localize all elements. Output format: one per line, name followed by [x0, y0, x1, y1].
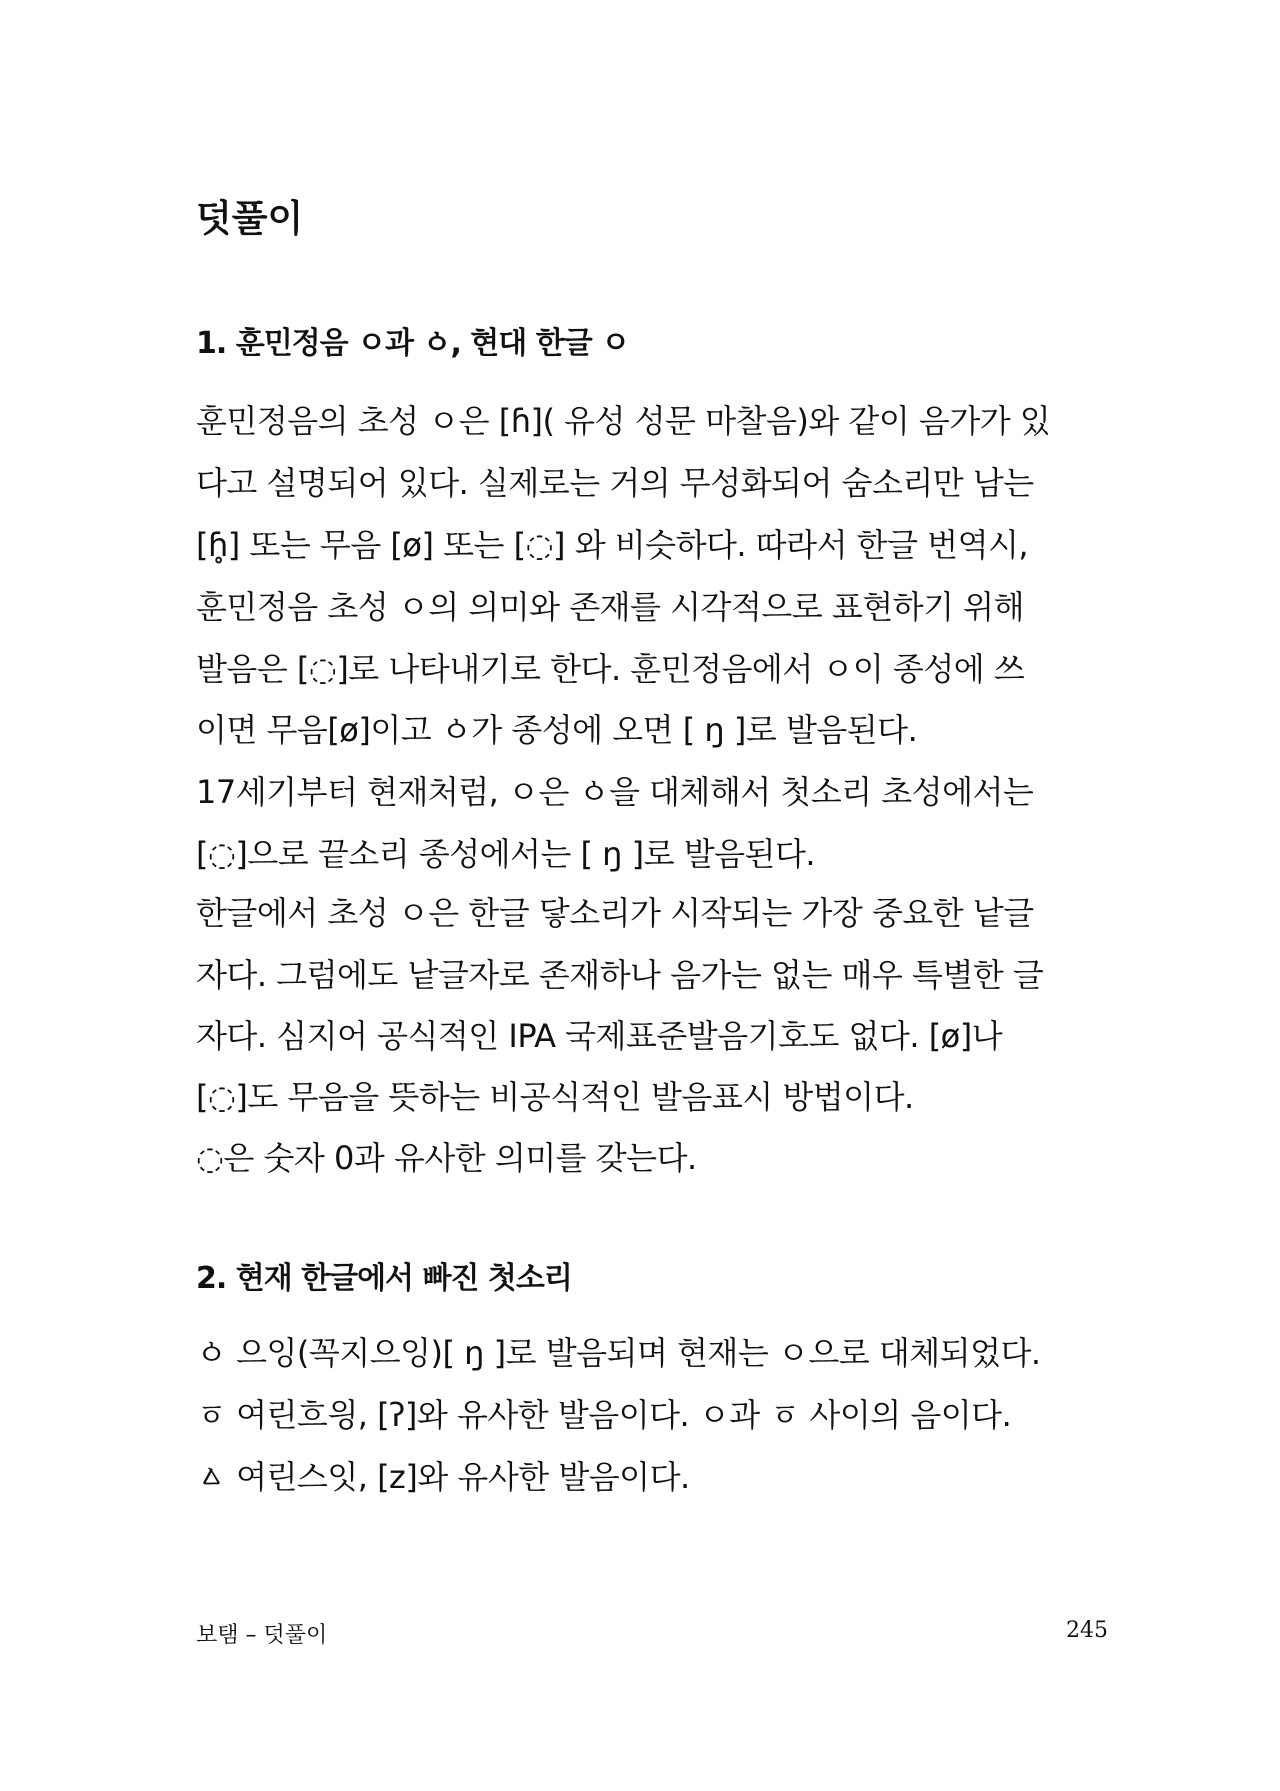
body-line: [◌]으로 끝소리 종성에서는 [ ŋ ]로 발음된다.	[196, 835, 816, 873]
body-line: 이면 무음[ø]이고 ㆁ가 종성에 오면 [ ŋ ]로 발음된다.	[196, 711, 918, 749]
body-line: 훈민정음 초성 ㅇ의 의미와 존재를 시각적으로 표현하기 위해	[196, 588, 1025, 626]
running-title: 보탬 – 덧풀이	[196, 1623, 328, 1648]
body-line: 자다. 그럼에도 낱글자로 존재하나 음가는 없는 매우 특별한 글	[196, 956, 1044, 994]
list-item: ㅿ 여린스잇, [z]와 유사한 발음이다.	[196, 1458, 690, 1496]
body-line: 발음은 [◌]로 나타내기로 한다. 훈민정음에서 ㅇ이 종성에 쓰	[196, 650, 1025, 688]
page-number: 245	[1066, 1618, 1108, 1643]
body-line: [◌]도 무음을 뜻하는 비공식적인 발음표시 방법이다.	[196, 1078, 914, 1116]
body-line: 다고 설명되어 있다. 실제로는 거의 무성화되어 숨소리만 남는	[196, 464, 1034, 502]
list-item: ㆆ 여린흐읭, [ʔ]와 유사한 발음이다. ㅇ과 ㆆ 사이의 음이다.	[196, 1396, 1012, 1434]
body-line: 한글에서 초성 ㅇ은 한글 닿소리가 시작되는 가장 중요한 낱글	[196, 894, 1034, 932]
page-title: 덧풀이	[196, 197, 304, 240]
body-line: 훈민정음의 초성 ㅇ은 [ɦ]( 유성 성문 마찰음)와 같이 음가가 있	[196, 402, 1051, 440]
body-line: 17세기부터 현재처럼, ㅇ은 ㆁ을 대체해서 첫소리 초성에서는	[196, 773, 1034, 811]
section-2-heading: 2. 현재 한글에서 빠진 첫소리	[196, 1261, 572, 1296]
body-line: ◌은 숫자 0과 유사한 의미를 갖는다.	[196, 1139, 697, 1177]
body-line: 자다. 심지어 공식적인 IPA 국제표준발음기호도 없다. [ø]나	[196, 1017, 1003, 1055]
body-line: [ɦ̥] 또는 무음 [ø] 또는 [◌] 와 비슷하다. 따라서 한글 번역시,	[196, 526, 1029, 564]
section-1-heading: 1. 훈민정음 ㅇ과 ㆁ, 현대 한글 ㅇ	[196, 326, 630, 361]
list-item: ㆁ 으잉(꼭지으잉)[ ŋ ]로 발음되며 현재는 ㅇ으로 대체되었다.	[196, 1334, 1041, 1372]
